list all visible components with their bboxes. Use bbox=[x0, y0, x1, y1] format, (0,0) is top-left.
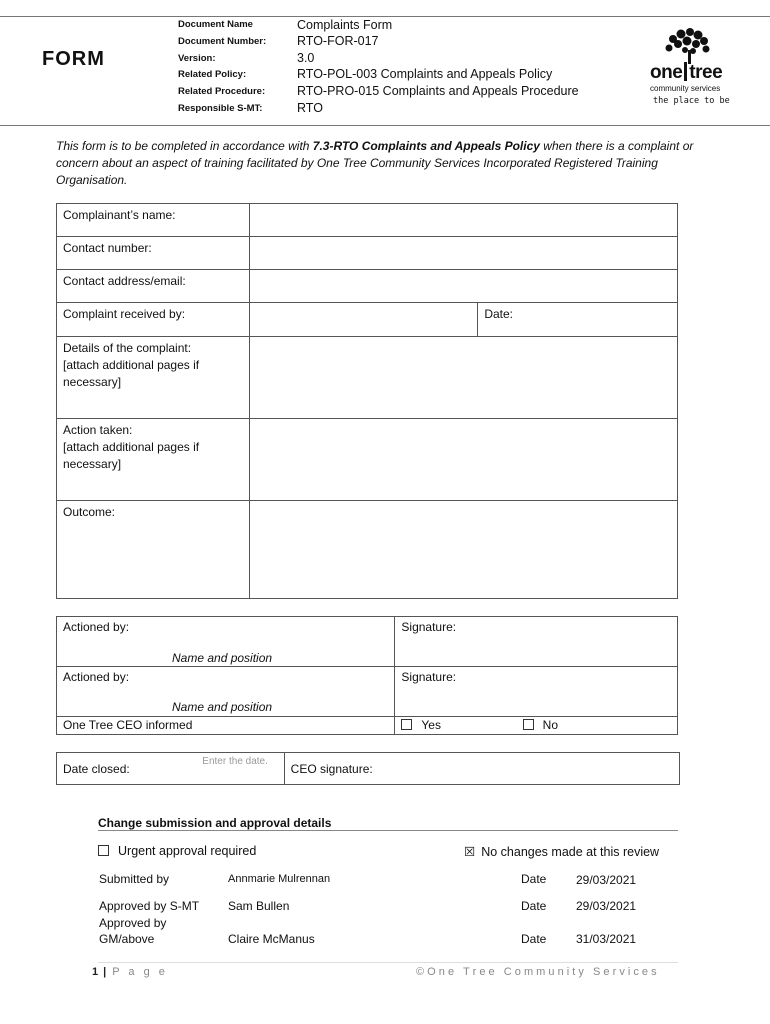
row-date: 29/03/2021 bbox=[576, 899, 637, 913]
actioned-by-label: Actioned by: bbox=[63, 670, 130, 684]
checked-box-icon[interactable]: ☒ bbox=[464, 845, 476, 859]
ceo-informed-options bbox=[395, 717, 678, 735]
meta-label: Responsible S-MT: bbox=[178, 103, 263, 114]
action-taken-label: Action taken: [attach additional pages if necessary] bbox=[57, 419, 250, 501]
signature-label: Signature: bbox=[401, 670, 457, 684]
row-date: 29/03/2021 bbox=[576, 873, 637, 887]
complaint-table bbox=[56, 203, 678, 599]
name-position-caption: Name and position bbox=[172, 651, 273, 665]
meta-label: Document Number: bbox=[178, 36, 267, 47]
header-bottom-rule bbox=[0, 125, 770, 126]
name-position-caption: Name and position bbox=[172, 700, 273, 714]
signature-cell-1[interactable] bbox=[395, 617, 678, 667]
form-heading: FORM bbox=[42, 48, 105, 70]
complainant-name-field[interactable] bbox=[249, 204, 677, 237]
yes-checkbox[interactable] bbox=[401, 719, 412, 730]
row-label: Submitted by bbox=[99, 872, 170, 886]
logo-wordmark: one tree bbox=[650, 62, 723, 83]
meta-label: Version: bbox=[178, 53, 216, 64]
signature-cell-2[interactable] bbox=[395, 667, 678, 717]
intro-paragraph: This form is to be completed in accordance with 7.3-RTO Complaints and Appeals Policy when there is a complaint or concern about an aspect of training facilitated by One Tree Community Services Incorporated Registered Training Organisation. bbox=[56, 139, 694, 187]
one-tree-logo bbox=[640, 22, 740, 112]
meta-value: RTO bbox=[297, 101, 323, 115]
logo-tagline: the place to be bbox=[653, 96, 730, 106]
change-section-title: Change submission and approval details bbox=[98, 816, 332, 830]
no-changes-option[interactable]: ☒ No changes made at this review bbox=[464, 845, 660, 859]
row-name: Annmarie Mulrennan bbox=[228, 873, 331, 885]
closed-table bbox=[56, 752, 680, 785]
action-taken-field[interactable] bbox=[249, 419, 677, 501]
page-number: 1 | P a g e bbox=[92, 966, 168, 978]
date-closed-field[interactable] bbox=[196, 753, 284, 785]
no-checkbox[interactable] bbox=[523, 719, 534, 730]
tree-icon bbox=[640, 22, 740, 64]
ceo-signature-label: CEO signature: bbox=[290, 761, 373, 776]
contact-address-label: Contact address/email: bbox=[57, 270, 250, 303]
contact-address-field[interactable] bbox=[249, 270, 677, 303]
outcome-field[interactable] bbox=[249, 501, 677, 599]
meta-value: RTO-PRO-015 Complaints and Appeals Procedure bbox=[297, 84, 579, 98]
no-option[interactable]: No bbox=[523, 718, 558, 732]
yes-option[interactable]: Yes bbox=[401, 718, 441, 732]
actioned-by-label: Actioned by: bbox=[63, 620, 130, 634]
footer-rule bbox=[98, 962, 678, 963]
meta-value: RTO-FOR-017 bbox=[297, 34, 379, 48]
meta-label: Document Name bbox=[178, 19, 253, 30]
row-label: Approved by S-MT bbox=[99, 899, 200, 913]
ceo-informed-label: One Tree CEO informed bbox=[57, 717, 395, 735]
details-label: Details of the complaint: [attach additional pages if necessary] bbox=[57, 337, 250, 419]
row-date-label: Date bbox=[521, 899, 547, 913]
meta-value: 3.0 bbox=[297, 51, 315, 65]
row-name: Claire McManus bbox=[228, 932, 315, 946]
received-by-label: Complaint received by: bbox=[57, 303, 250, 337]
date-closed-label: Date closed: bbox=[57, 753, 197, 785]
urgent-checkbox[interactable] bbox=[98, 845, 109, 856]
contact-number-field[interactable] bbox=[249, 237, 677, 270]
contact-number-label: Contact number: bbox=[57, 237, 250, 270]
row-date: 31/03/2021 bbox=[576, 932, 637, 946]
meta-value: RTO-POL-003 Complaints and Appeals Policy bbox=[297, 67, 553, 81]
row-date-label: Date bbox=[521, 932, 547, 946]
signature-label: Signature: bbox=[401, 620, 457, 634]
footer-copyright: © O n e T r e e C o m m u n i t y S e r v i c e s bbox=[416, 966, 657, 978]
ceo-signature-field[interactable] bbox=[284, 753, 679, 785]
actioned-by-cell-1[interactable] bbox=[57, 617, 395, 667]
meta-value: Complaints Form bbox=[297, 18, 393, 32]
received-date-field[interactable]: Date: bbox=[478, 303, 678, 337]
logo-subtitle: community services bbox=[650, 84, 721, 93]
header-top-rule bbox=[0, 16, 770, 17]
row-label: Approved by GM/above bbox=[99, 916, 167, 946]
urgent-approval-option[interactable]: Urgent approval required bbox=[98, 844, 678, 858]
outcome-label: Outcome: bbox=[57, 501, 250, 599]
date-placeholder: Enter the date. bbox=[202, 756, 268, 767]
details-field[interactable] bbox=[249, 337, 677, 419]
complainant-name-label: Complainant’s name: bbox=[57, 204, 250, 237]
action-table bbox=[56, 616, 678, 735]
meta-label: Related Procedure: bbox=[178, 86, 266, 97]
received-by-field[interactable] bbox=[249, 303, 478, 337]
row-name: Sam Bullen bbox=[228, 899, 290, 913]
row-date-label: Date bbox=[521, 872, 547, 886]
change-section-rule bbox=[98, 830, 678, 831]
actioned-by-cell-2[interactable] bbox=[57, 667, 395, 717]
meta-label: Related Policy: bbox=[178, 69, 247, 80]
